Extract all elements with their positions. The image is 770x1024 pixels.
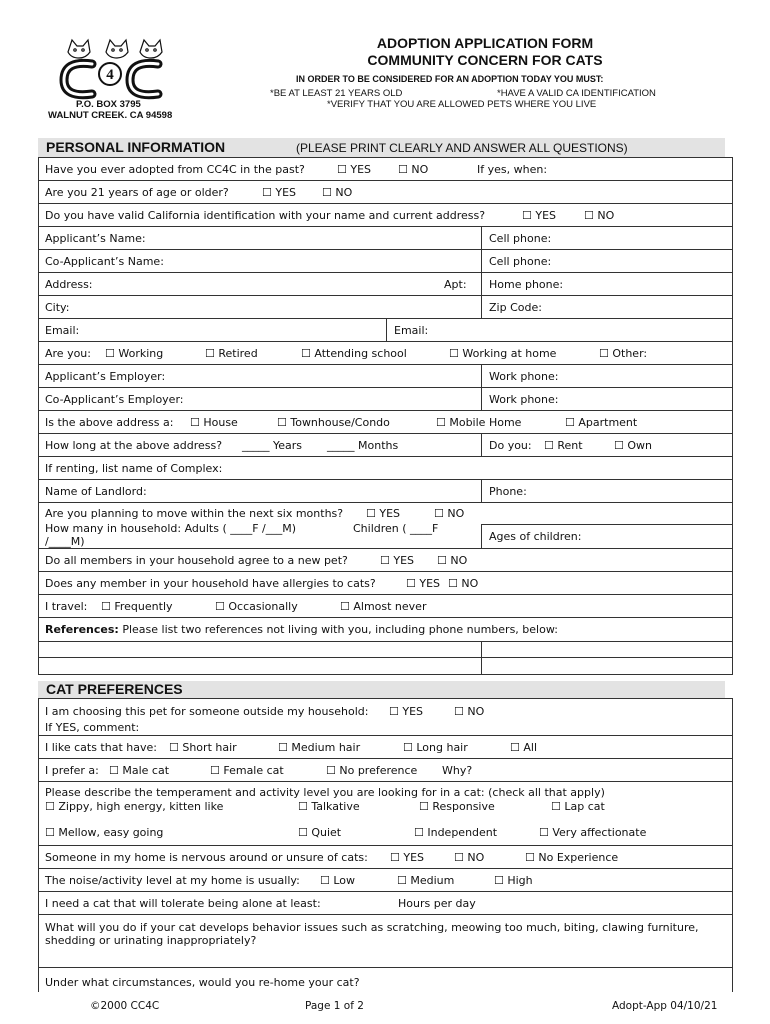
- form-row: [39, 319, 732, 342]
- rent-own-label: Do you:: [489, 439, 532, 452]
- household-children-field[interactable]: Children ( ____F: [353, 522, 439, 535]
- form-row: [39, 782, 732, 846]
- allergies-yes-checkbox[interactable]: ☐ YES: [406, 577, 441, 590]
- cat-preferences-title: CAT PREFERENCES: [46, 681, 183, 697]
- household-agree-question: Do all members in your household agree to a new pet?: [45, 554, 348, 567]
- age-question: Are you 21 years of age or older?: [45, 186, 229, 199]
- reference-row[interactable]: [39, 642, 732, 658]
- applicant-name-field[interactable]: Applicant’s Name:: [45, 232, 146, 245]
- form-row: [39, 549, 732, 572]
- zip-code-field[interactable]: Zip Code:: [489, 301, 542, 314]
- short-hair-checkbox[interactable]: ☐ Short hair: [169, 741, 237, 754]
- form-row: [39, 204, 732, 227]
- gender-pref-label: I prefer a:: [45, 764, 99, 777]
- form-row: [39, 273, 732, 296]
- mellow-checkbox[interactable]: ☐ Mellow, easy going: [45, 826, 164, 839]
- adopted-yes-checkbox[interactable]: ☐ YES: [337, 163, 372, 176]
- adopted-before-question: Have you ever adopted from CC4C in the past?: [45, 163, 305, 176]
- form-row: [39, 572, 732, 595]
- form-row: [39, 388, 732, 411]
- home-phone-field[interactable]: Home phone:: [489, 278, 564, 291]
- mobile-home-checkbox[interactable]: ☐ Mobile Home: [436, 416, 522, 429]
- form-row: [39, 434, 732, 457]
- travel-occasionally-checkbox[interactable]: ☐ Occasionally: [215, 600, 298, 613]
- apt-field[interactable]: Apt:: [444, 278, 467, 291]
- adopted-no-checkbox[interactable]: ☐ NO: [398, 163, 429, 176]
- household-adults-field[interactable]: How many in household: Adults ( ____F /___M): [45, 522, 297, 535]
- personal-info-instruction: (PLEASE PRINT CLEARLY AND ANSWER ALL QUESTIONS): [296, 141, 628, 155]
- responsive-checkbox[interactable]: ☐ Responsive: [419, 800, 495, 813]
- references-label: References:: [45, 623, 119, 636]
- allergies-no-checkbox[interactable]: ☐ NO: [448, 577, 479, 590]
- landlord-phone-field[interactable]: Phone:: [489, 485, 527, 498]
- org-name: COMMUNITY CONCERN FOR CATS: [367, 52, 603, 68]
- occupation-label: Are you:: [45, 347, 91, 360]
- noise-medium-checkbox[interactable]: ☐ Medium: [397, 874, 455, 887]
- requirement-id: *HAVE A VALID CA IDENTIFICATION: [497, 88, 656, 99]
- form-row: [39, 595, 732, 618]
- retired-checkbox[interactable]: ☐ Retired: [205, 347, 258, 360]
- travel-almost-never-checkbox[interactable]: ☐ Almost never: [340, 600, 427, 613]
- reference-row[interactable]: [39, 658, 732, 674]
- address-type-question: Is the above address a:: [45, 416, 174, 429]
- agree-no-checkbox[interactable]: ☐ NO: [437, 554, 468, 567]
- logo: [58, 36, 170, 100]
- temperament-question: Please describe the temperament and activity level you are looking for in a cat: (check all that apply): [45, 786, 605, 799]
- form-row: [39, 227, 732, 250]
- applicant-employer-field[interactable]: Applicant’s Employer:: [45, 370, 166, 383]
- form-row: [39, 250, 732, 273]
- how-long-question: How long at the above address?: [45, 439, 223, 452]
- talkative-checkbox[interactable]: ☐ Talkative: [298, 800, 360, 813]
- noise-low-checkbox[interactable]: ☐ Low: [320, 874, 356, 887]
- noise-level-question: The noise/activity level at my home is usually:: [45, 874, 300, 887]
- form-row: [39, 759, 732, 782]
- adopted-when-field[interactable]: If yes, when:: [477, 163, 548, 176]
- requirement-pets: *VERIFY THAT YOU ARE ALLOWED PETS WHERE YOU LIVE: [327, 99, 597, 110]
- svg-text:4: 4: [106, 67, 114, 83]
- outside-no-checkbox[interactable]: ☐ NO: [454, 705, 485, 718]
- applicant-cell-phone-field[interactable]: Cell phone:: [489, 232, 552, 245]
- outside-comment-field[interactable]: If YES, comment:: [45, 721, 140, 734]
- applicant-work-phone-field[interactable]: Work phone:: [489, 370, 559, 383]
- landlord-name-field[interactable]: Name of Landlord:: [45, 485, 147, 498]
- house-checkbox[interactable]: ☐ House: [190, 416, 238, 429]
- own-checkbox[interactable]: ☐ Own: [614, 439, 652, 452]
- townhouse-checkbox[interactable]: ☐ Townhouse/Condo: [277, 416, 390, 429]
- independent-checkbox[interactable]: ☐ Independent: [414, 826, 498, 839]
- lap-cat-checkbox[interactable]: ☐ Lap cat: [551, 800, 605, 813]
- allergies-question: Does any member in your household have allergies to cats?: [45, 577, 376, 590]
- requirements-intro: IN ORDER TO BE CONSIDERED FOR AN ADOPTION TODAY YOU MUST:: [296, 74, 604, 84]
- id-yes-checkbox[interactable]: ☐ YES: [522, 209, 557, 222]
- cat-preferences-form: [38, 698, 733, 992]
- quiet-checkbox[interactable]: ☐ Quiet: [298, 826, 342, 839]
- form-row: [39, 296, 732, 319]
- hours-per-day-field[interactable]: Hours per day: [398, 897, 476, 910]
- form-row: [39, 411, 732, 434]
- nervous-yes-checkbox[interactable]: ☐ YES: [390, 851, 425, 864]
- apartment-checkbox[interactable]: ☐ Apartment: [565, 416, 638, 429]
- co-applicant-cell-phone-field[interactable]: Cell phone:: [489, 255, 552, 268]
- form-row: [39, 181, 732, 204]
- very-affectionate-checkbox[interactable]: ☐ Very affectionate: [539, 826, 647, 839]
- references-text: Please list two references not living with you, including phone numbers, below:: [118, 623, 558, 636]
- move-question: Are you planning to move within the next six months?: [45, 507, 344, 520]
- zippy-checkbox[interactable]: ☐ Zippy, high energy, kitten like: [45, 800, 224, 813]
- no-experience-checkbox[interactable]: ☐ No Experience: [525, 851, 619, 864]
- form-row: [39, 457, 732, 480]
- working-home-checkbox[interactable]: ☐ Working at home: [449, 347, 557, 360]
- female-cat-checkbox[interactable]: ☐ Female cat: [210, 764, 284, 777]
- co-applicant-work-phone-field[interactable]: Work phone:: [489, 393, 559, 406]
- household-children-male-field[interactable]: /____M): [45, 535, 85, 548]
- outside-yes-checkbox[interactable]: ☐ YES: [389, 705, 424, 718]
- email-field[interactable]: Email:: [45, 324, 80, 337]
- long-hair-checkbox[interactable]: ☐ Long hair: [403, 741, 468, 754]
- form-row: [39, 869, 732, 892]
- org-address-1: P.O. BOX 3795: [76, 99, 141, 110]
- form-row: [39, 503, 732, 549]
- age-no-checkbox[interactable]: ☐ NO: [322, 186, 353, 199]
- co-applicant-employer-field[interactable]: Co-Applicant’s Employer:: [45, 393, 184, 406]
- form-row: [39, 915, 732, 968]
- travel-frequently-checkbox[interactable]: ☐ Frequently: [101, 600, 173, 613]
- form-row: [39, 699, 732, 736]
- id-no-checkbox[interactable]: ☐ NO: [584, 209, 615, 222]
- travel-label: I travel:: [45, 600, 88, 613]
- nervous-no-checkbox[interactable]: ☐ NO: [454, 851, 485, 864]
- form-row: [39, 618, 732, 642]
- outside-household-question: I am choosing this pet for someone outside my household:: [45, 705, 369, 718]
- id-question: Do you have valid California identification with your name and current address?: [45, 209, 486, 222]
- move-no-checkbox[interactable]: ☐ NO: [434, 507, 465, 520]
- male-cat-checkbox[interactable]: ☐ Male cat: [109, 764, 170, 777]
- all-hair-checkbox[interactable]: ☐ All: [510, 741, 537, 754]
- attending-school-checkbox[interactable]: ☐ Attending school: [301, 347, 407, 360]
- hair-length-label: I like cats that have:: [45, 741, 157, 754]
- years-field[interactable]: _____ Years: [242, 439, 303, 452]
- move-yes-checkbox[interactable]: ☐ YES: [366, 507, 401, 520]
- personal-info-form: [38, 157, 733, 675]
- agree-yes-checkbox[interactable]: ☐ YES: [380, 554, 415, 567]
- why-field[interactable]: Why?: [442, 764, 473, 777]
- form-row: [39, 846, 732, 869]
- alone-tolerance-question: I need a cat that will tolerate being alone at least:: [45, 897, 321, 910]
- form-title: ADOPTION APPLICATION FORM: [376, 35, 594, 51]
- rent-checkbox[interactable]: ☐ Rent: [544, 439, 583, 452]
- references-instruction: [45, 623, 558, 636]
- rehome-question[interactable]: Under what circumstances, would you re-home your cat?: [45, 976, 360, 989]
- behavior-issues-question[interactable]: What will you do if your cat develops behavior issues such as scratching, meowing too much, biting, clawing furniture, shedding or urinating inappropriately?: [45, 921, 699, 947]
- form-row: [39, 968, 732, 992]
- noise-high-checkbox[interactable]: ☐ High: [494, 874, 533, 887]
- co-applicant-email-field[interactable]: Email:: [394, 324, 429, 337]
- document-id: Adopt-App 04/10/21: [612, 1000, 718, 1012]
- nervous-question: Someone in my home is nervous around or unsure of cats:: [45, 851, 368, 864]
- cat-logo-icon: [58, 36, 170, 100]
- form-row: [39, 365, 732, 388]
- requirement-age: *BE AT LEAST 21 YEARS OLD: [270, 88, 403, 99]
- ages-of-children-field[interactable]: Ages of children:: [489, 530, 582, 543]
- copyright: ©2000 CC4C: [90, 1000, 160, 1012]
- address-field[interactable]: Address:: [45, 278, 93, 291]
- org-address-2: WALNUT CREEK. CA 94598: [48, 110, 173, 121]
- form-row: [39, 892, 732, 915]
- form-row: [39, 342, 732, 365]
- form-row: [39, 480, 732, 503]
- form-row: [39, 158, 732, 181]
- form-row: [39, 736, 732, 759]
- city-field[interactable]: City:: [45, 301, 70, 314]
- page-number: Page 1 of 2: [305, 1000, 364, 1012]
- personal-info-title: PERSONAL INFORMATION: [46, 139, 226, 155]
- working-checkbox[interactable]: ☐ Working: [105, 347, 164, 360]
- co-applicant-name-field[interactable]: Co-Applicant’s Name:: [45, 255, 164, 268]
- other-checkbox[interactable]: ☐ Other:: [599, 347, 648, 360]
- no-preference-checkbox[interactable]: ☐ No preference: [326, 764, 418, 777]
- complex-name-field[interactable]: If renting, list name of Complex:: [45, 462, 223, 475]
- age-yes-checkbox[interactable]: ☐ YES: [262, 186, 297, 199]
- medium-hair-checkbox[interactable]: ☐ Medium hair: [278, 741, 361, 754]
- months-field[interactable]: _____ Months: [327, 439, 399, 452]
